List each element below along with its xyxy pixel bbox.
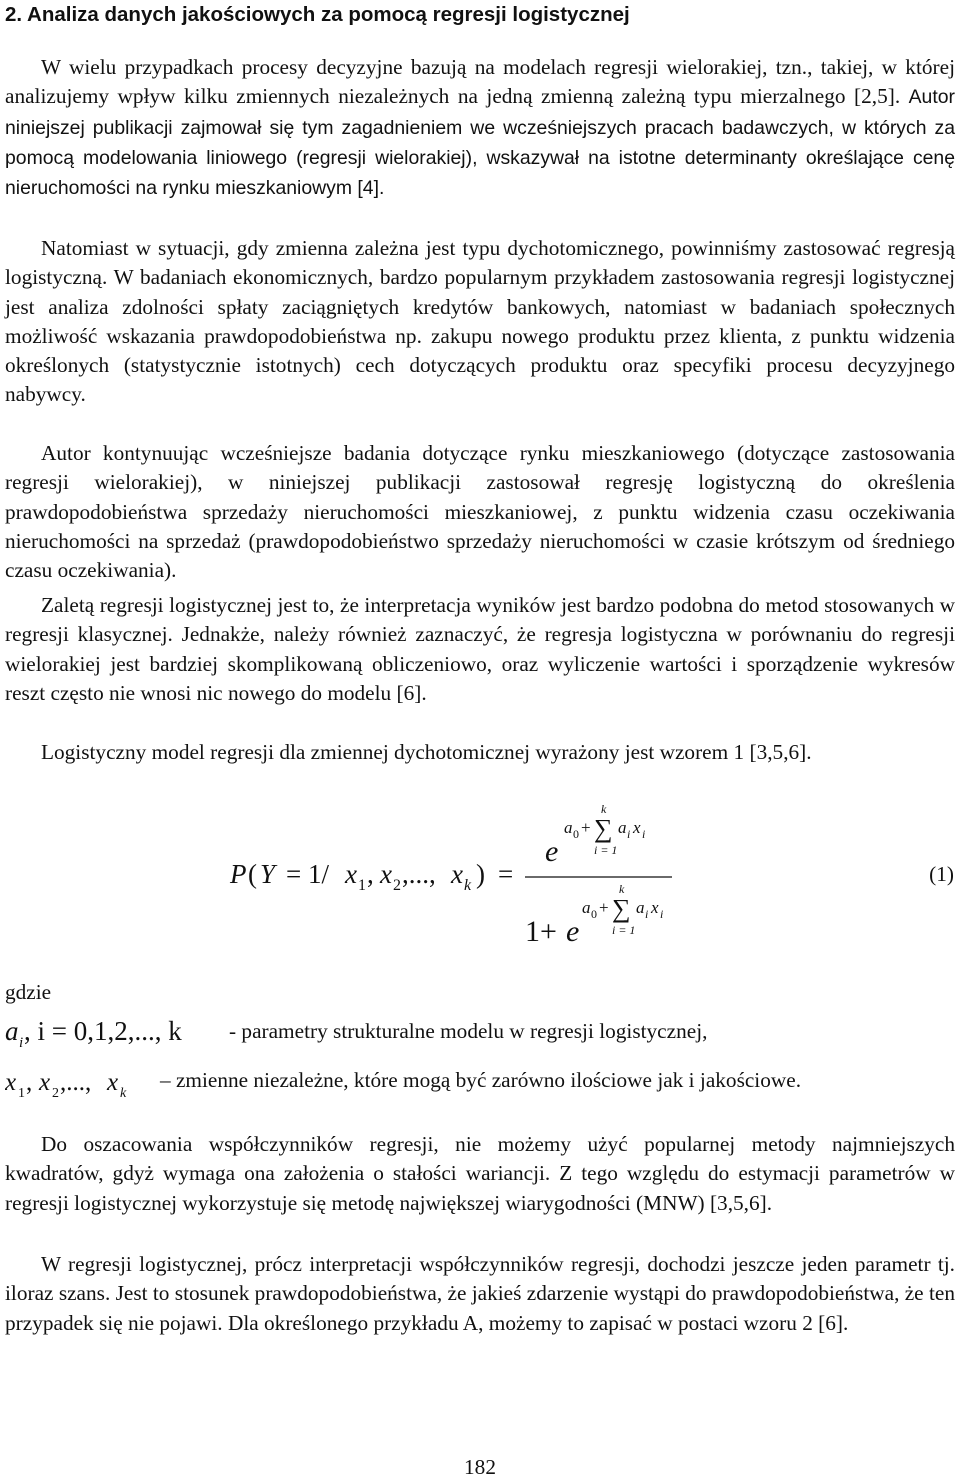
formula-eq-one: = 1/ (286, 859, 329, 889)
definition-parameters-math (5, 1012, 235, 1052)
formula-x1: x (345, 859, 357, 889)
formula-Y: Y (260, 859, 276, 889)
def-a-sub: i (19, 1035, 24, 1051)
formula-num-sigma: ∑ (594, 814, 613, 843)
formula-num-plus: + (581, 818, 591, 837)
definition-variables-text: – zmienne niezależne, które mogą być zarówno ilościowe jak i jakościowe. (160, 1068, 802, 1092)
formula-num-ai: a (618, 818, 627, 837)
formula-x1-sub: 1 (358, 877, 366, 894)
formula-x2: x (380, 859, 392, 889)
paragraph-model-intro: Logistyczny model regresji dla zmiennej dychotomicznej wyrażony jest wzorem 1 [3,5,6]. (41, 740, 812, 764)
paragraph-text: W wielu przypadkach procesy decyzyjne bazują na modelach regresji wielorakiej, tzn., takiej, w której analizujemy wpływ kilku zmiennych niezależnych na jedną zmienną zależną typu mierzalnego [2,5]. (5, 55, 955, 109)
formula-den-ai: a (636, 898, 645, 917)
section-heading: 2. Analiza danych jakościowych za pomocą regresji logistycznej (5, 3, 630, 26)
formula-den-one-plus: 1+ (525, 915, 557, 948)
paragraph-text: W badaniach ekonomicznych, bardzo popularnym przykładem zastosowania regresji logistycznej jest analiza zdolności spłaty zaciągniętych kredytów bankowych, natomiast w badaniach społecznych możliwość wskazania prawdopodobieństwa np. zakupu nowego produktu przez klienta, z punktu widzenia określonych (statystycznie istotnych) cech dotyczących produktu oraz specyfiki procesu decyzyjnego nabywcy. (5, 265, 955, 407)
def-xk: x (107, 1069, 119, 1096)
formula-num-xi: x (633, 818, 641, 837)
formula-equals: = (498, 859, 514, 889)
formula-den-sum-bottom: i = 1 (612, 923, 636, 937)
paragraph-odds-ratio: W regresji logistycznej, prócz interpretacji współczynników regresji, dochodzi jeszcze jeden parametr tj. iloraz szans. Jest to stosunek prawdopodobieństwa, że jakieś zdarzenie wystąpi do prawdopodobieństwa, że ten przypadek się nie pojawi. Dla określonego przykładu A, możemy to zapisać w postaci wzoru 2 [6]. (5, 1252, 955, 1335)
formula-P: P (230, 859, 247, 889)
paragraph-estimation: Do oszacowania współczynników regresji, nie możemy użyć popularnej metody najmniejszych kwadratów, gdyż wymaga ona założenia o stałości wariancji. Z tego względu do estymacji parametrów w regresji logistycznej wykorzystuje się metodę największej wiarygodności (MNW) [3,5,6]. (5, 1132, 955, 1215)
formula-num-a0: a (564, 818, 573, 837)
page-number: 182 (464, 1455, 496, 1479)
formula-num-sum-bottom: i = 1 (594, 843, 618, 857)
formula-den-sigma: ∑ (612, 894, 631, 923)
def-dots: ,..., (60, 1069, 92, 1096)
paragraph-text-sans: Autor niniejszej publikacji zajmował się tym zagadnieniem we wcześniejszych pracach badawczych, w których za pomocą modelowania liniowego (regresji wielorakiej), wskazywał na istotne determinanty określające cenę nieruchomości na rynku mieszkaniowym [4]. (5, 86, 955, 200)
def-x1-sub: 1 (18, 1086, 25, 1101)
formula-num-a0-sub: 0 (573, 827, 579, 841)
formula-xk-sub: k (464, 877, 472, 894)
def-xk-sub: k (120, 1086, 127, 1101)
formula-den-xi: x (651, 898, 659, 917)
formula-close-paren: ) (476, 859, 485, 889)
formula-dots: ,..., (402, 859, 436, 889)
paragraph-text: Natomiast w sytuacji, gdy zmienna zależna jest typu dychotomicznego, powinniśmy zastosować regresją logistyczną. (5, 236, 955, 290)
paragraph-regression-intro (5, 53, 955, 203)
formula-num-sum-top: k (601, 802, 607, 816)
formula-den-a0: a (582, 898, 591, 917)
formula-xk: x (451, 859, 463, 889)
def-a: a (5, 1016, 19, 1046)
formula-comma: , (367, 859, 374, 889)
paragraph-author-research: Autor kontynuując wcześniejsze badania dotyczące rynku mieszkaniowego (dotyczące zastosowania regresji wielorakiej), w niniejszej publikacji zastosował regresję logistyczną do określenia prawdopodobieństwa sprzedaży nieruchomości mieszkaniowej, z punktu widzenia czasu oczekiwania nieruchomości na sprzedaż (prawdopodobieństwo sprzedaży nieruchomości w czasie krótszym od średniego czasu oczekiwania). (5, 441, 955, 583)
formula-den-plus: + (599, 898, 609, 917)
formula-x2-sub: 2 (393, 877, 401, 894)
formula-graphic (0, 795, 960, 960)
definition-variables-math (5, 1062, 165, 1102)
def-range: , i = 0,1,2,..., k (24, 1016, 182, 1046)
def-comma: , (26, 1069, 33, 1096)
formula-num-e: e (545, 835, 559, 868)
equation-number: (1) (929, 862, 954, 886)
formula-open-paren: ( (248, 859, 257, 889)
def-x1: x (5, 1069, 17, 1096)
definition-parameters-text: - parametry strukturalne modelu w regresji logistycznej, (229, 1019, 708, 1043)
definition-parameters (5, 1012, 955, 1052)
logistic-formula (0, 795, 960, 960)
def-x2-sub: 2 (52, 1086, 59, 1101)
formula-num-ai-sub: i (627, 827, 631, 841)
paragraph-dichotomous (5, 234, 955, 410)
def-x2: x (39, 1069, 51, 1096)
formula-den-ai-sub: i (645, 907, 649, 921)
formula-num-xi-sub: i (642, 827, 646, 841)
formula-den-sum-top: k (619, 882, 625, 896)
formula-den-a0-sub: 0 (591, 907, 597, 921)
definition-variables (5, 1062, 955, 1102)
where-label: gdzie (5, 980, 52, 1004)
paragraph-advantages: Zaletą regresji logistycznej jest to, że interpretacja wyników jest bardzo podobna do metod stosowanych w regresji klasycznej. Jednakże, należy również zaznaczyć, że regresja logistyczna w porównaniu do regresji wielorakiej jest bardziej skomplikowaną obliczeniowo, oraz wyliczenie wartości i sporządzenie wykresów reszt często nie wnosi nic nowego do modelu [6]. (5, 593, 955, 705)
formula-den-xi-sub: i (660, 907, 664, 921)
formula-den-e: e (566, 915, 580, 948)
